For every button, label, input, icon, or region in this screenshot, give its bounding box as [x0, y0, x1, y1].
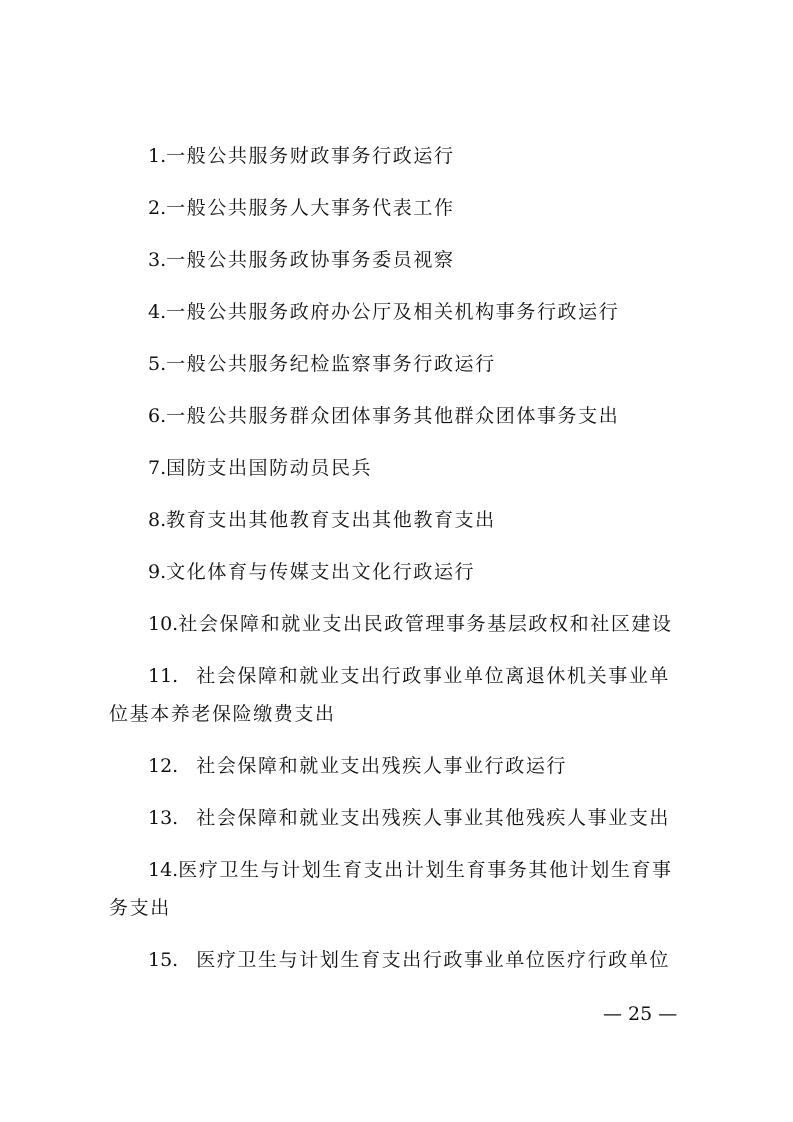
list-item — [148, 145, 455, 167]
list-item-continuation — [109, 897, 171, 919]
list-item — [148, 353, 496, 375]
item-text-continued: 位基本养老保险缴费支出 — [109, 703, 336, 725]
item-number: 2. — [148, 197, 167, 219]
item-text: 一般公共服务政府办公厅及相关机构事务行政运行 — [166, 301, 620, 323]
item-text: 社会保障和就业支出行政事业单位离退休机关事业单 — [196, 665, 671, 687]
item-number: 1. — [148, 145, 167, 167]
item-number: 13. — [148, 807, 179, 829]
item-number: 10. — [148, 613, 179, 635]
list-item — [148, 755, 567, 777]
list-item-continuation — [109, 703, 336, 725]
item-text: 教育支出其他教育支出其他教育支出 — [166, 509, 496, 531]
item-number: 11. — [148, 665, 179, 687]
item-text: 社会保障和就业支出民政管理事务基层政权和社区建设 — [178, 613, 673, 635]
list-item — [148, 859, 673, 881]
item-text: 国防支出国防动员民兵 — [166, 457, 373, 479]
item-number: 15. — [148, 949, 179, 971]
item-text-continued: 务支出 — [109, 897, 171, 919]
list-item — [148, 301, 619, 323]
item-number: 5. — [148, 353, 167, 375]
list-item — [148, 561, 475, 583]
item-text: 一般公共服务人大事务代表工作 — [166, 197, 455, 219]
item-text: 社会保障和就业支出残疾人事业行政运行 — [196, 755, 568, 777]
list-item — [148, 197, 455, 219]
list-item — [148, 665, 670, 687]
item-text: 医疗卫生与计划生育支出计划生育事务其他计划生育事 — [178, 859, 673, 881]
item-number: 7. — [148, 457, 167, 479]
list-item — [148, 405, 619, 427]
item-text: 一般公共服务政协事务委员视察 — [166, 249, 455, 271]
list-item — [148, 509, 496, 531]
item-number: 4. — [148, 301, 167, 323]
item-text: 一般公共服务群众团体事务其他群众团体事务支出 — [166, 405, 620, 427]
list-item — [148, 613, 673, 635]
item-number: 6. — [148, 405, 167, 427]
list-item — [148, 457, 372, 479]
item-number: 12. — [148, 755, 179, 777]
list-item — [148, 807, 670, 829]
item-text: 医疗卫生与计划生育支出行政事业单位医疗行政单位 — [196, 949, 671, 971]
item-number: 14. — [148, 859, 179, 881]
list-item — [148, 249, 455, 271]
item-number: 9. — [148, 561, 167, 583]
item-text: 一般公共服务纪检监察事务行政运行 — [166, 353, 496, 375]
page-number: — 25 — — [603, 1003, 678, 1025]
item-number: 8. — [148, 509, 167, 531]
item-text: 一般公共服务财政事务行政运行 — [166, 145, 455, 167]
item-text: 文化体育与传媒支出文化行政运行 — [166, 561, 476, 583]
item-number: 3. — [148, 249, 167, 271]
item-text: 社会保障和就业支出残疾人事业其他残疾人事业支出 — [196, 807, 671, 829]
list-item — [148, 949, 670, 971]
